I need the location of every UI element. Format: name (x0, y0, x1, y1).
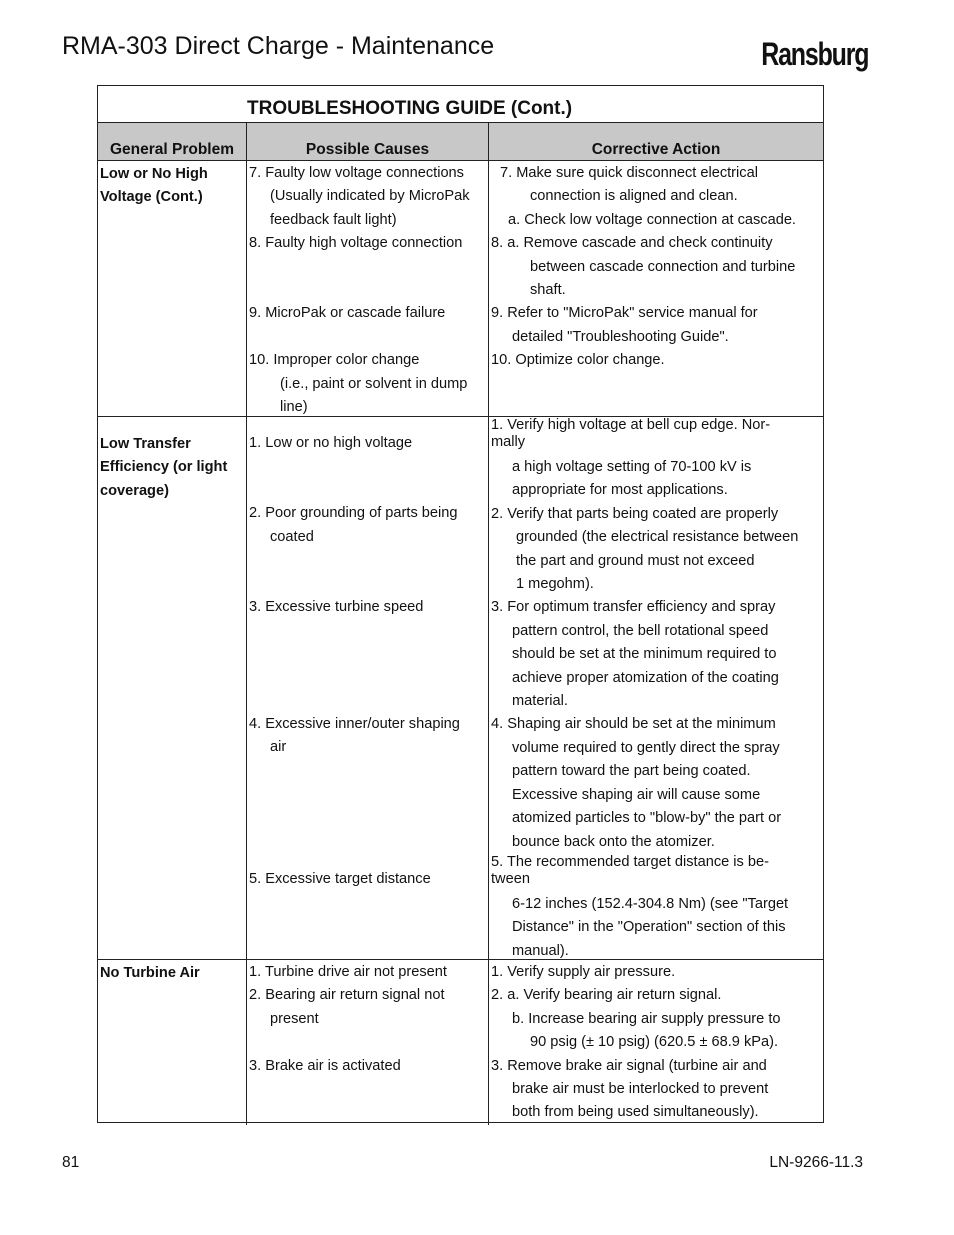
action-text: grounded (the electrical resistance between (516, 529, 799, 546)
actions-cell (488, 161, 823, 419)
action-text: tween (491, 870, 530, 887)
action-text: b. Increase bearing air supply pressure to (512, 1010, 781, 1027)
column-header-possible-causes: Possible Causes (246, 123, 488, 160)
action-text: 3. Remove brake air signal (turbine air and (491, 1057, 767, 1074)
page-number: 81 (62, 1154, 80, 1171)
cause-text: (i.e., paint or solvent in dump (280, 375, 468, 392)
cause-text: 10. Improper color change (249, 352, 420, 369)
action-text: 1 megohm). (516, 576, 594, 593)
action-text: 7. Make sure quick disconnect electrical (500, 165, 758, 181)
action-text: Excessive shaping air will cause some (512, 786, 761, 803)
cause-text: 8. Faulty high voltage connection (249, 235, 463, 252)
problem-text: No Turbine Air (100, 965, 200, 981)
cause-text: 3. Brake air is activated (249, 1057, 401, 1074)
action-text: 90 psig (± 10 psig) (620.5 ± 68.9 kPa). (530, 1034, 779, 1051)
cause-text: line) (280, 399, 308, 416)
action-text: 2. Verify that parts being coated are properly (491, 505, 779, 522)
action-text: 5. The recommended target distance is be- (491, 853, 769, 870)
causes-cell (246, 161, 488, 419)
action-text: 6-12 inches (152.4-304.8 Nm) (see "Target (512, 895, 789, 912)
cause-text: 1. Low or no high voltage (249, 435, 413, 451)
action-text: volume required to gently direct the spray (512, 739, 780, 756)
cause-text: 2. Bearing air return signal not (249, 987, 445, 1004)
cause-text: 9. MicroPak or cascade failure (249, 305, 446, 322)
action-text: manual). (512, 942, 569, 959)
problem-text: Efficiency (or light (100, 459, 228, 476)
action-text: 9. Refer to "MicroPak" service manual for (491, 305, 758, 322)
action-text: 10. Optimize color change. (491, 352, 665, 369)
action-text: should be set at the minimum required to (512, 646, 777, 663)
action-text: between cascade connection and turbine (530, 258, 796, 275)
column-header-general-problem: General Problem (109, 141, 235, 158)
action-text: detailed "Troubleshooting Guide". (512, 328, 729, 345)
ransburg-logo: Ransburg (760, 36, 868, 72)
action-text: connection is aligned and clean. (530, 188, 738, 205)
table-column-headers (98, 123, 823, 161)
action-text: 1. Verify supply air pressure. (491, 964, 676, 980)
causes-cell (246, 960, 488, 1125)
action-text: 2. a. Verify bearing air return signal. (491, 987, 722, 1004)
cause-text: 3. Excessive turbine speed (249, 598, 424, 615)
cause-text: feedback fault light) (270, 211, 397, 228)
column-header-corrective-action: Corrective Action (488, 123, 823, 160)
actions-cell (488, 960, 823, 1125)
causes-cell (246, 417, 488, 963)
action-text: shaft. (530, 282, 566, 299)
action-text: a high voltage setting of 70-100 kV is (512, 459, 752, 475)
action-text: achieve proper atomization of the coating (512, 669, 779, 686)
cause-text: 1. Turbine drive air not present (249, 964, 447, 980)
action-text: material. (512, 693, 568, 710)
action-text: brake air must be interlocked to prevent (512, 1081, 769, 1098)
problem-cell (98, 161, 246, 419)
cause-text: 4. Excessive inner/outer shaping (249, 715, 460, 732)
troubleshooting-table (97, 85, 824, 1123)
table-title: TROUBLESHOOTING GUIDE (Cont.) (98, 86, 823, 123)
action-text: 4. Shaping air should be set at the minimum (491, 716, 776, 733)
action-text: atomized particles to "blow-by" the part or (512, 810, 782, 827)
table-row (98, 417, 823, 960)
action-text: Distance" in the "Operation" section of this (512, 919, 786, 936)
cause-text: 2. Poor grounding of parts being (249, 505, 458, 522)
actions-cell (488, 417, 823, 963)
page-header-title: RMA-303 Direct Charge - Maintenance (62, 32, 495, 60)
problem-text: Voltage (Cont.) (100, 189, 203, 206)
action-text: pattern toward the part being coated. (512, 763, 751, 780)
problem-text: Low or No High (100, 166, 208, 182)
action-text: 3. For optimum transfer efficiency and spray (491, 599, 776, 616)
problem-cell (98, 417, 246, 963)
action-text: pattern control, the bell rotational speed (512, 622, 769, 639)
document-id: LN-9266-11.3 (769, 1154, 863, 1171)
action-text: both from being used simultaneously). (512, 1104, 759, 1121)
table-row (98, 960, 823, 1122)
cause-text: 7. Faulty low voltage connections (249, 165, 464, 181)
problem-text: coverage) (100, 482, 169, 499)
action-text: mally (491, 434, 526, 450)
action-text: 8. a. Remove cascade and check continuity (491, 235, 773, 252)
cause-text: air (270, 739, 287, 756)
action-text: 1. Verify high voltage at bell cup edge. Nor- (491, 417, 771, 433)
table-row (98, 161, 823, 417)
action-text: appropriate for most applications. (512, 482, 728, 499)
action-text: a. Check low voltage connection at cascade. (508, 211, 796, 228)
action-text: bounce back onto the atomizer. (512, 833, 715, 850)
cause-text: (Usually indicated by MicroPak (270, 188, 470, 205)
cause-text: coated (270, 528, 314, 545)
cause-text: 5. Excessive target distance (249, 870, 431, 887)
problem-cell (98, 960, 246, 1125)
cause-text: present (270, 1010, 319, 1027)
action-text: the part and ground must not exceed (516, 552, 755, 569)
problem-text: Low Transfer (100, 436, 191, 452)
